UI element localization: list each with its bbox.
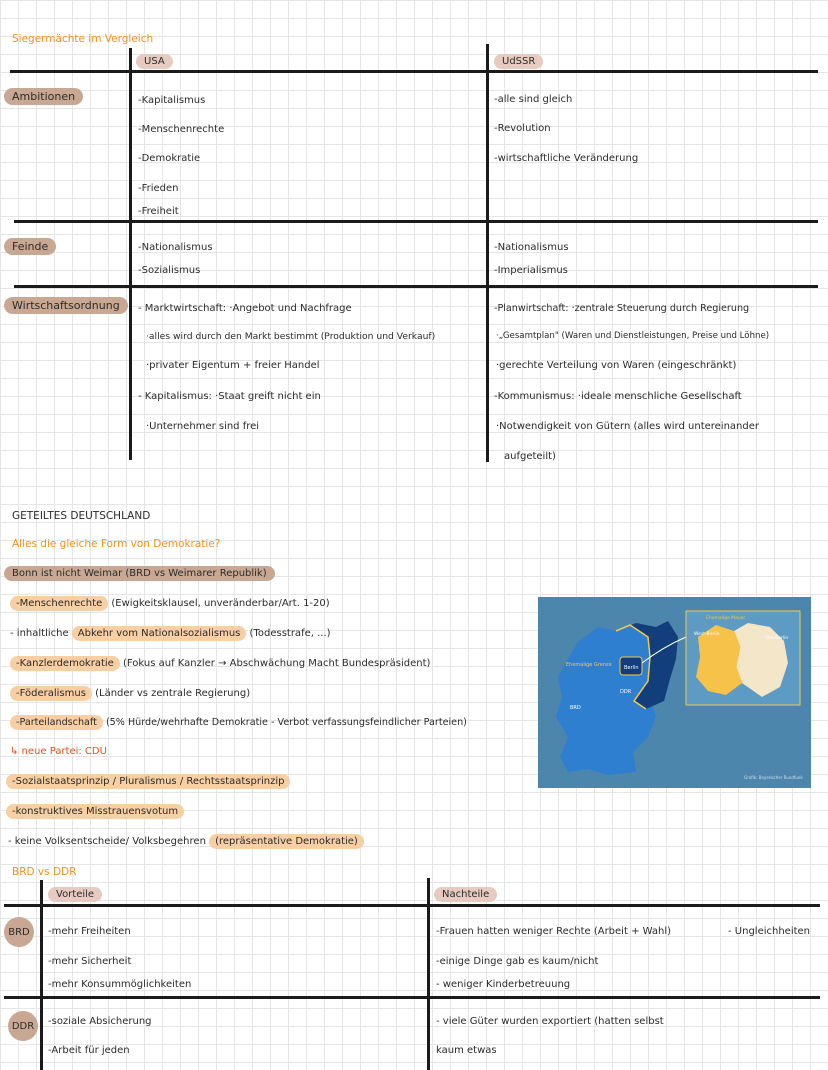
list-item: - Kapitalismus: ·Staat greift nicht ein <box>138 391 321 402</box>
list-item: - viele Güter wurden exportiert (hatten selbst <box>436 1016 664 1027</box>
list-item: -Frieden <box>138 183 179 194</box>
map-label-ost-berlin: Ost-Berlin <box>766 636 789 641</box>
list-item: ·„Gesamtplan" (Waren und Dienstleistungen, Preise und Löhne) <box>496 331 770 341</box>
section-title-siegermaechte: Siegermächte im Vergleich <box>12 33 154 45</box>
list-item: -wirtschaftliche Veränderung <box>494 153 639 164</box>
list-item: -Imperialismus <box>494 265 568 276</box>
column-header-usa: USA <box>136 56 173 67</box>
list-item: -Parteilandschaft (5% Hürde/wehrhafte Demokratie - Verbot verfassungsfeindlicher Parteien) <box>10 717 467 728</box>
row-divider-1 <box>14 220 818 223</box>
list-item: ·privater Eigentum + freier Handel <box>146 360 320 371</box>
map-label-brd: BRD <box>570 705 581 711</box>
map-credit: Grafik: Bayerischer Rundfunk <box>744 775 803 780</box>
list-item: ·gerechte Verteilung von Waren (eingeschränkt) <box>496 360 737 371</box>
divider-left <box>129 48 132 460</box>
list-item: -Kommunismus: ·ideale menschliche Gesellschaft <box>494 391 742 402</box>
row-label-brd: BRD <box>4 917 34 947</box>
list-item: -Nationalismus <box>494 242 569 253</box>
list-item: - keine Volksentscheide/ Volksbegehren (repräsentative Demokratie) <box>8 836 364 847</box>
bonn-statement: Bonn ist nicht Weimar (BRD vs Weimarer Republik) <box>4 568 275 579</box>
row-divider-2 <box>14 285 818 288</box>
list-item: -Frauen hatten weniger Rechte (Arbeit + Wahl) <box>436 926 672 937</box>
list-item: ·Notwendigkeit von Gütern (alles wird untereinander <box>496 421 760 432</box>
list-item: - inhaltliche Abkehr vom Nationalsozialismus (Todesstrafe, ...) <box>10 628 331 639</box>
row-label-feinde: Feinde <box>4 240 56 253</box>
column-header-udssr: UdSSR <box>494 56 543 67</box>
list-item: aufgeteilt) <box>504 451 556 462</box>
list-item: -mehr Konsummöglichkeiten <box>48 979 192 990</box>
question: Alles die gleiche Form von Demokratie? <box>12 538 221 550</box>
section-heading-geteiltes-deutschland: GETEILTES DEUTSCHLAND <box>12 510 151 522</box>
list-item: -alle sind gleich <box>494 94 573 105</box>
map-label-ddr: DDR <box>620 689 632 695</box>
list-item: -Demokratie <box>138 153 201 164</box>
list-item-ungleichheiten: - Ungleichheiten <box>728 926 811 937</box>
column-header-vorteile: Vorteile <box>48 889 102 900</box>
list-item: -Menschenrechte <box>138 124 225 135</box>
neue-partei-cdu: ↳ neue Partei: CDU <box>10 746 107 757</box>
bottom-divider-middle <box>427 878 430 1070</box>
bottom-divider-left <box>40 880 43 1070</box>
row-label-ambitionen: Ambitionen <box>4 90 83 103</box>
list-item: -Freiheit <box>138 206 179 217</box>
column-header-nachteile: Nachteile <box>434 889 497 900</box>
list-item: -Revolution <box>494 123 551 134</box>
list-item: -konstruktives Misstrauensvotum <box>6 806 184 817</box>
map-label-berlin: Berlin <box>624 665 639 671</box>
divided-germany-map <box>538 597 811 788</box>
row-label-wirtschaftsordnung: Wirtschaftsordnung <box>4 299 128 312</box>
map-label-ehemalige-grenze: Ehemalige Grenze <box>566 662 612 668</box>
list-item: -soziale Absicherung <box>48 1016 152 1027</box>
list-item: -Nationalismus <box>138 242 213 253</box>
row-label-ddr: DDR <box>8 1011 38 1041</box>
section-title-brd-vs-ddr: BRD vs DDR <box>12 866 77 878</box>
list-item: - weniger Kinderbetreuung <box>436 979 571 990</box>
list-item: -Sozialismus <box>138 265 201 276</box>
map-label-ehemalige-mauer: Ehemalige Mauer <box>706 616 746 621</box>
bottom-row-divider <box>4 996 820 999</box>
list-item: -mehr Sicherheit <box>48 956 132 967</box>
list-item: ·alles wird durch den Markt bestimmt (Produktion und Verkauf) <box>146 331 436 342</box>
divider-right <box>486 44 489 462</box>
map-label-west-berlin: West-Berlin <box>694 632 720 637</box>
list-item: -einige Dinge gab es kaum/nicht <box>436 956 599 967</box>
list-item: kaum etwas <box>436 1045 497 1056</box>
list-item: -Planwirtschaft: ·zentrale Steuerung durch Regierung <box>494 303 750 314</box>
list-item: -Sozialstaatsprinzip / Pluralismus / Rechtsstaatsprinzip <box>6 776 290 787</box>
list-item: -Kanzlerdemokratie (Fokus auf Kanzler → Abschwächung Macht Bundespräsident) <box>10 658 430 669</box>
list-item: -Menschenrechte (Ewigkeitsklausel, unveränderbar/Art. 1-20) <box>10 598 330 609</box>
list-item: ·Unternehmer sind frei <box>146 421 260 432</box>
list-item: -Arbeit für jeden <box>48 1045 130 1056</box>
list-item: -Föderalismus (Länder vs zentrale Regierung) <box>10 688 250 699</box>
list-item: -mehr Freiheiten <box>48 926 131 937</box>
bottom-table-top-line <box>4 904 820 907</box>
list-item: -Kapitalismus <box>138 95 206 106</box>
list-item: - Marktwirtschaft: ·Angebot und Nachfrage <box>138 303 352 314</box>
